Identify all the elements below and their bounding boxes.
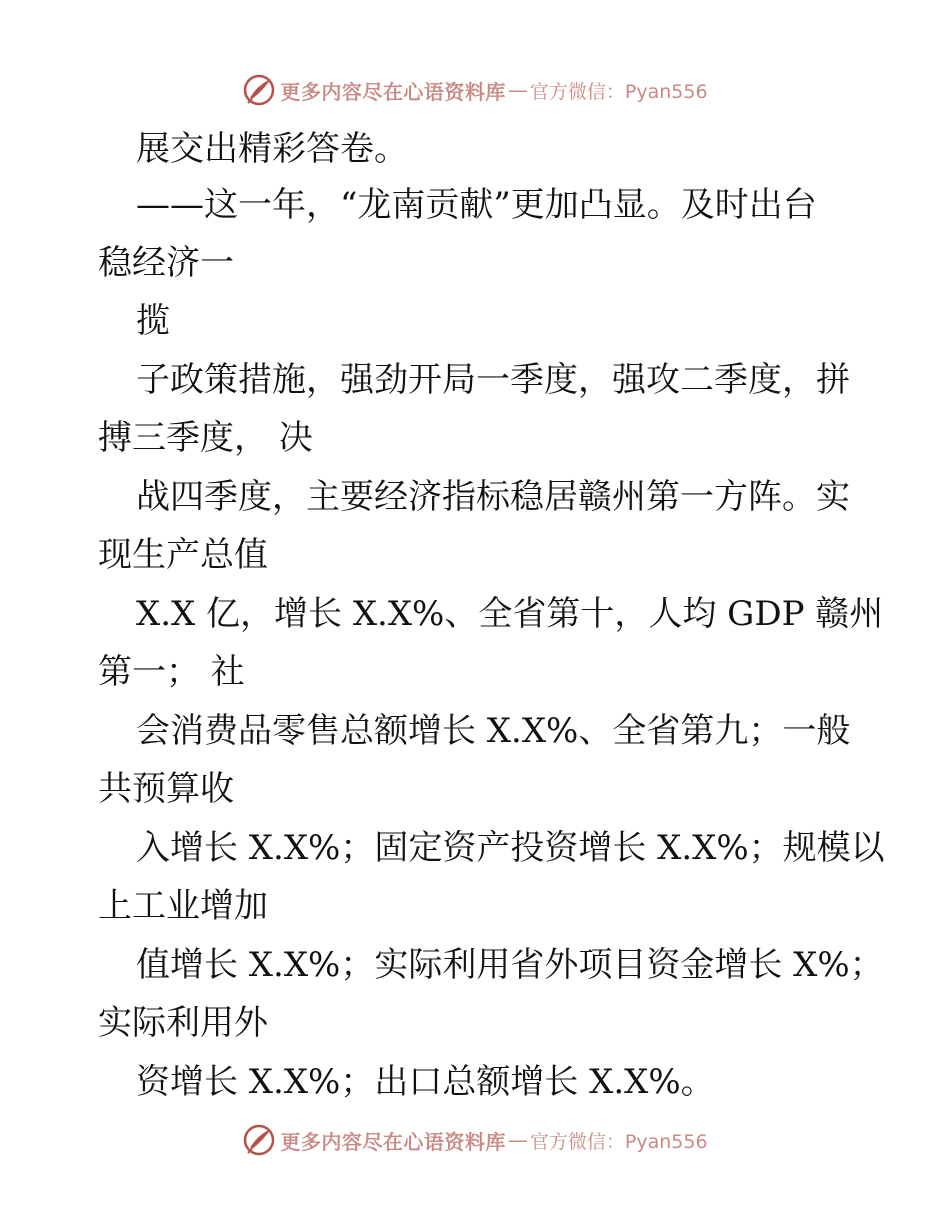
text-line: 值增长 X.X%；实际利用省外项目资金增长 X%； bbox=[136, 945, 884, 985]
footer-watermark-banner bbox=[0, 1120, 950, 1160]
text-line: 现生产总值 bbox=[98, 535, 268, 575]
text-line: 会消费品零售总额增长 X.X%、全省第九；一般 bbox=[136, 711, 851, 751]
banner-wechat-id: 官方微信：Pyan556 bbox=[529, 80, 708, 103]
text-line: 展交出精彩答卷。 bbox=[136, 129, 408, 169]
text-line: 搏三季度， 决 bbox=[98, 418, 313, 458]
banner-wechat-id: 官方微信：Pyan556 bbox=[529, 1130, 708, 1153]
banner-text: 更多内容尽在心语资料库 bbox=[280, 79, 506, 104]
text-line: 稳经济一 bbox=[98, 243, 234, 283]
banner-text: 更多内容尽在心语资料库 bbox=[280, 1129, 506, 1154]
text-line: 入增长 X.X%；固定资产投资增长 X.X%；规模以 bbox=[136, 828, 885, 868]
text-line: 战四季度，主要经济指标稳居赣州第一方阵。实 bbox=[136, 477, 850, 517]
feather-pen-logo-icon bbox=[242, 73, 276, 107]
text-line: 第一； 社 bbox=[98, 652, 245, 692]
text-line: 上工业增加 bbox=[98, 886, 268, 926]
feather-pen-logo-icon bbox=[242, 1123, 276, 1157]
text-line: 实际利用外 bbox=[98, 1003, 268, 1043]
text-line: 子政策措施，强劲开局一季度，强攻二季度，拼 bbox=[136, 360, 850, 400]
text-line: ——这一年，“龙南贡献”更加凸显。及时出台 bbox=[136, 185, 817, 225]
banner-separator: — bbox=[507, 78, 528, 102]
banner-separator: — bbox=[507, 1128, 528, 1152]
header-watermark-banner bbox=[0, 70, 950, 110]
text-line: 共预算收 bbox=[98, 769, 234, 809]
text-line: 资增长 X.X%；出口总额增长 X.X%。 bbox=[136, 1062, 715, 1102]
text-line: 揽 bbox=[136, 301, 170, 341]
text-line: X.X 亿，增长 X.X%、全省第十，人均 GDP 赣州 bbox=[136, 594, 884, 634]
